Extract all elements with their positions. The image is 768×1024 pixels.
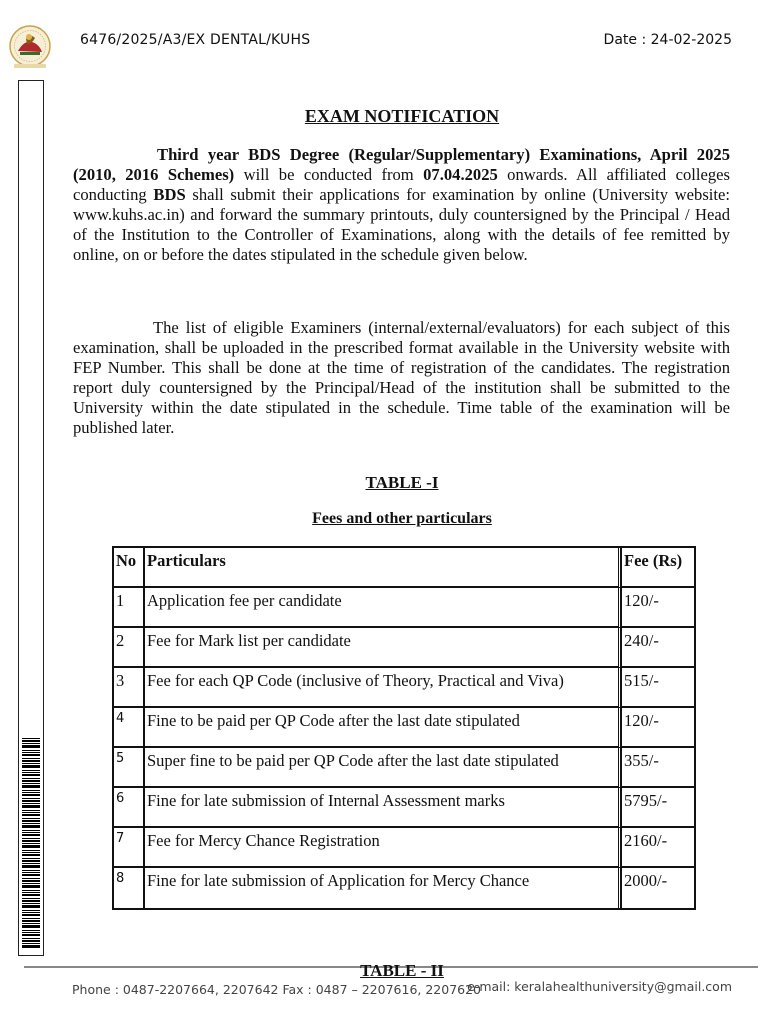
column-header-no: No — [114, 548, 145, 588]
table-row — [114, 668, 694, 708]
table-row — [114, 588, 694, 628]
row-fee: 240/- — [621, 628, 694, 668]
row-fee: 355/- — [621, 748, 694, 788]
barcode-icon — [22, 738, 40, 950]
row-fee: 5795/- — [621, 788, 694, 828]
row-fee: 2000/- — [621, 868, 694, 908]
footer-email: e-mail: keralahealthuniversity@gmail.com — [467, 979, 732, 994]
notification-paragraph-2: The list of eligible Examiners (internal/external/evaluators) for each subject of this examination, shall be uploaded in the prescribed format available in the University website with FEP Number. This shall be done at the time of registration of the candidates. The registration report duly countersigned by the Principal/Head of the institution shall be submitted to the University within the date stipulated in the schedule. Time table of the examination will be published later. — [73, 318, 730, 437]
column-header-particulars: Particulars — [145, 548, 621, 588]
table-1-subtitle: Fees and other particulars — [312, 510, 492, 527]
row-particulars: Super fine to be paid per QP Code after the last date stipulated — [145, 748, 621, 788]
notification-date: Date : 24-02-2025 — [603, 32, 732, 48]
row-number: 3 — [114, 668, 145, 708]
row-fee: 2160/- — [621, 828, 694, 868]
table-1-title: TABLE -I — [365, 473, 439, 492]
university-seal-logo — [8, 24, 52, 70]
exam-start-date: 07.04.2025 — [423, 165, 498, 184]
row-particulars: Fine to be paid per QP Code after the last date stipulated — [145, 708, 621, 748]
row-number: 6 — [114, 788, 145, 828]
row-particulars: Fine for late submission of Internal Assessment marks — [145, 788, 621, 828]
row-particulars: Application fee per candidate — [145, 588, 621, 628]
table-row — [114, 828, 694, 868]
row-number: 1 — [114, 588, 145, 628]
fee-table — [112, 546, 696, 910]
footer-phone-fax: Phone : 0487-2207664, 2207642 Fax : 0487 – 2207616, 2207620 — [72, 982, 482, 997]
row-fee: 120/- — [621, 708, 694, 748]
exam-name: Third year BDS Degree (Regular/Supplementary) Examinations, April 2025 (2010, 2016 Schemes) — [73, 145, 730, 184]
table-row — [114, 868, 694, 908]
page-title: EXAM NOTIFICATION — [304, 106, 500, 126]
table-header-row — [114, 548, 694, 588]
table-row — [114, 708, 694, 748]
row-fee: 515/- — [621, 668, 694, 708]
row-number: 2 — [114, 628, 145, 668]
row-number: 5 — [114, 748, 145, 788]
row-particulars: Fee for Mercy Chance Registration — [145, 828, 621, 868]
row-number: 4 — [114, 708, 145, 748]
table-row — [114, 628, 694, 668]
row-number: 8 — [114, 868, 145, 908]
row-particulars: Fee for each QP Code (inclusive of Theory, Practical and Viva) — [145, 668, 621, 708]
row-particulars: Fine for late submission of Application for Mercy Chance — [145, 868, 621, 908]
row-fee: 120/- — [621, 588, 694, 628]
reference-number: 6476/2025/A3/EX DENTAL/KUHS — [80, 32, 311, 48]
table-row — [114, 788, 694, 828]
table-row — [114, 748, 694, 788]
row-number: 7 — [114, 828, 145, 868]
row-particulars: Fee for Mark list per candidate — [145, 628, 621, 668]
course-name: BDS — [153, 185, 186, 204]
notification-paragraph-1: Third year BDS Degree (Regular/Supplementary) Examinations, April 2025 (2010, 2016 Schemes) will be conducted from 07.04.2025 onwards. All affiliated colleges conducting BDS shall submit their applications for examination by online (University website: www.kuhs.ac.in) and forward the summary printouts, duly countersigned by the Principal / Head of the Institution to the Controller of Examinations, along with the details of fee remitted by online, on or before the dates stipulated in the schedule given below. — [73, 145, 730, 264]
column-header-fee: Fee (Rs) — [621, 548, 694, 588]
table-2-title: TABLE - II — [360, 961, 444, 980]
